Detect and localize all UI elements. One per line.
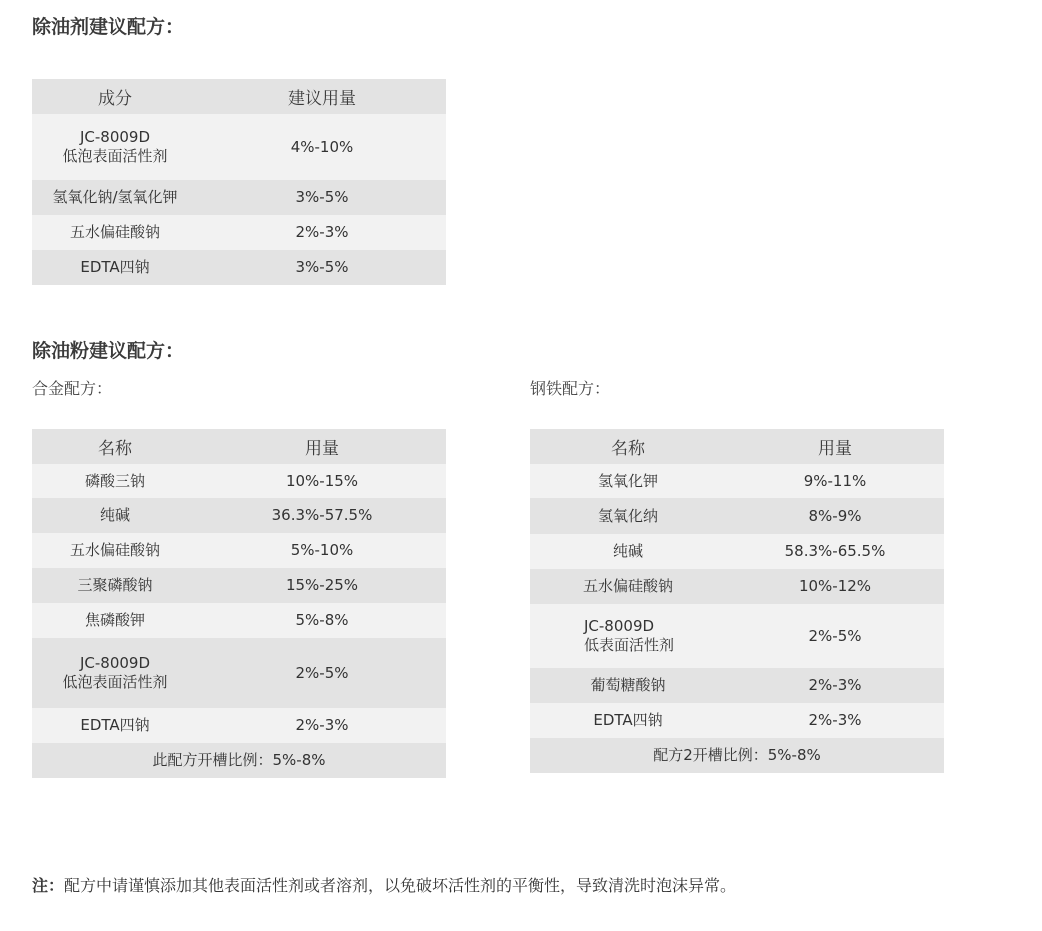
table-row <box>32 533 446 568</box>
formula-note <box>32 873 736 896</box>
column-header-amount: 用量 <box>818 439 852 459</box>
table-header-row <box>32 429 446 464</box>
component-amount: 3%-5% <box>295 188 349 206</box>
component-name: 氢氧化纳 <box>597 506 658 525</box>
component-name: 焦磷酸钾 <box>84 611 145 629</box>
component-amount: 58.3%-65.5% <box>784 542 886 560</box>
table-row <box>32 250 446 285</box>
table-row <box>32 708 446 743</box>
component-name: 葡萄糖酸钠 <box>590 676 666 694</box>
alloy-subtitle: 合金配方： <box>32 379 113 398</box>
column-header-component: 成分 <box>98 89 132 109</box>
component-amount: 3%-5% <box>295 258 349 276</box>
table-footer-row <box>530 738 944 773</box>
table-row <box>32 568 446 603</box>
component-amount: 8%-9% <box>808 506 862 525</box>
component-name: 纯碱 <box>612 542 643 560</box>
component-name: 氢氧化钠/氢氧化钾 <box>52 188 178 206</box>
table-row <box>32 114 446 180</box>
table-row <box>32 180 446 215</box>
component-name: JC-8009D 低泡表面活性剂 <box>62 128 168 165</box>
table-row <box>32 464 446 498</box>
column-header-amount: 建议用量 <box>288 89 356 109</box>
table-row <box>530 498 944 534</box>
note-text: 配方中请谨慎添加其他表面活性剂或者溶剂，以免破坏活性剂的平衡性，导致清洗时泡沫异常。 <box>64 876 737 895</box>
component-amount: 15%-25% <box>285 576 359 594</box>
component-amount: 9%-11% <box>803 471 867 490</box>
component-name: 三聚磷酸钠 <box>77 576 153 594</box>
component-amount: 2%-3% <box>295 223 349 241</box>
component-amount: 2%-5% <box>808 626 862 645</box>
section1-title: 除油剂建议配方： <box>32 16 185 38</box>
note-label: 注： <box>32 876 65 895</box>
degreaser-formula-table <box>32 79 446 285</box>
component-name: EDTA四钠 <box>593 711 663 729</box>
component-name: EDTA四钠 <box>80 716 150 734</box>
table-row <box>32 498 446 533</box>
component-amount: 5%-8% <box>295 611 349 629</box>
table-row <box>32 215 446 250</box>
component-amount: 10%-15% <box>285 471 359 490</box>
component-name: 氢氧化钾 <box>597 471 658 490</box>
component-amount: 4%-10% <box>290 137 354 156</box>
steel-subtitle: 钢铁配方： <box>530 379 611 398</box>
component-amount: 10%-12% <box>798 577 872 595</box>
component-name: 五水偏硅酸钠 <box>69 541 160 559</box>
component-name: 纯碱 <box>99 506 130 524</box>
component-name: 磷酸三钠 <box>84 471 145 490</box>
steel-formula-table <box>530 429 944 773</box>
component-name: 五水偏硅酸钠 <box>582 577 673 595</box>
slot-ratio-note: 配方2开槽比例：5%-8% <box>653 746 821 764</box>
component-name: 五水偏硅酸钠 <box>69 223 160 241</box>
component-name: JC-8009D 低表面活性剂 <box>584 617 675 654</box>
table-row <box>530 464 944 498</box>
slot-ratio-note: 此配方开槽比例：5%-8% <box>152 751 326 769</box>
alloy-formula-table <box>32 429 446 778</box>
table-row <box>530 604 944 668</box>
component-name: JC-8009D 低泡表面活性剂 <box>62 654 168 691</box>
table-row <box>530 534 944 569</box>
table-footer-row <box>32 743 446 778</box>
column-header-amount: 用量 <box>305 439 339 459</box>
component-amount: 36.3%-57.5% <box>271 506 373 524</box>
table-row <box>530 703 944 738</box>
component-amount: 2%-3% <box>808 676 862 694</box>
component-amount: 2%-3% <box>295 716 349 734</box>
table-row <box>530 569 944 604</box>
component-amount: 2%-3% <box>808 711 862 729</box>
table-row <box>32 603 446 638</box>
component-amount: 5%-10% <box>290 541 354 559</box>
section2-title: 除油粉建议配方： <box>32 340 185 362</box>
table-row <box>530 668 944 703</box>
table-header-row <box>32 79 446 114</box>
table-header-row <box>530 429 944 464</box>
component-name: EDTA四钠 <box>80 258 150 276</box>
component-amount: 2%-5% <box>295 663 349 682</box>
table-row <box>32 638 446 708</box>
column-header-name: 名称 <box>611 439 645 459</box>
column-header-name: 名称 <box>98 439 132 459</box>
